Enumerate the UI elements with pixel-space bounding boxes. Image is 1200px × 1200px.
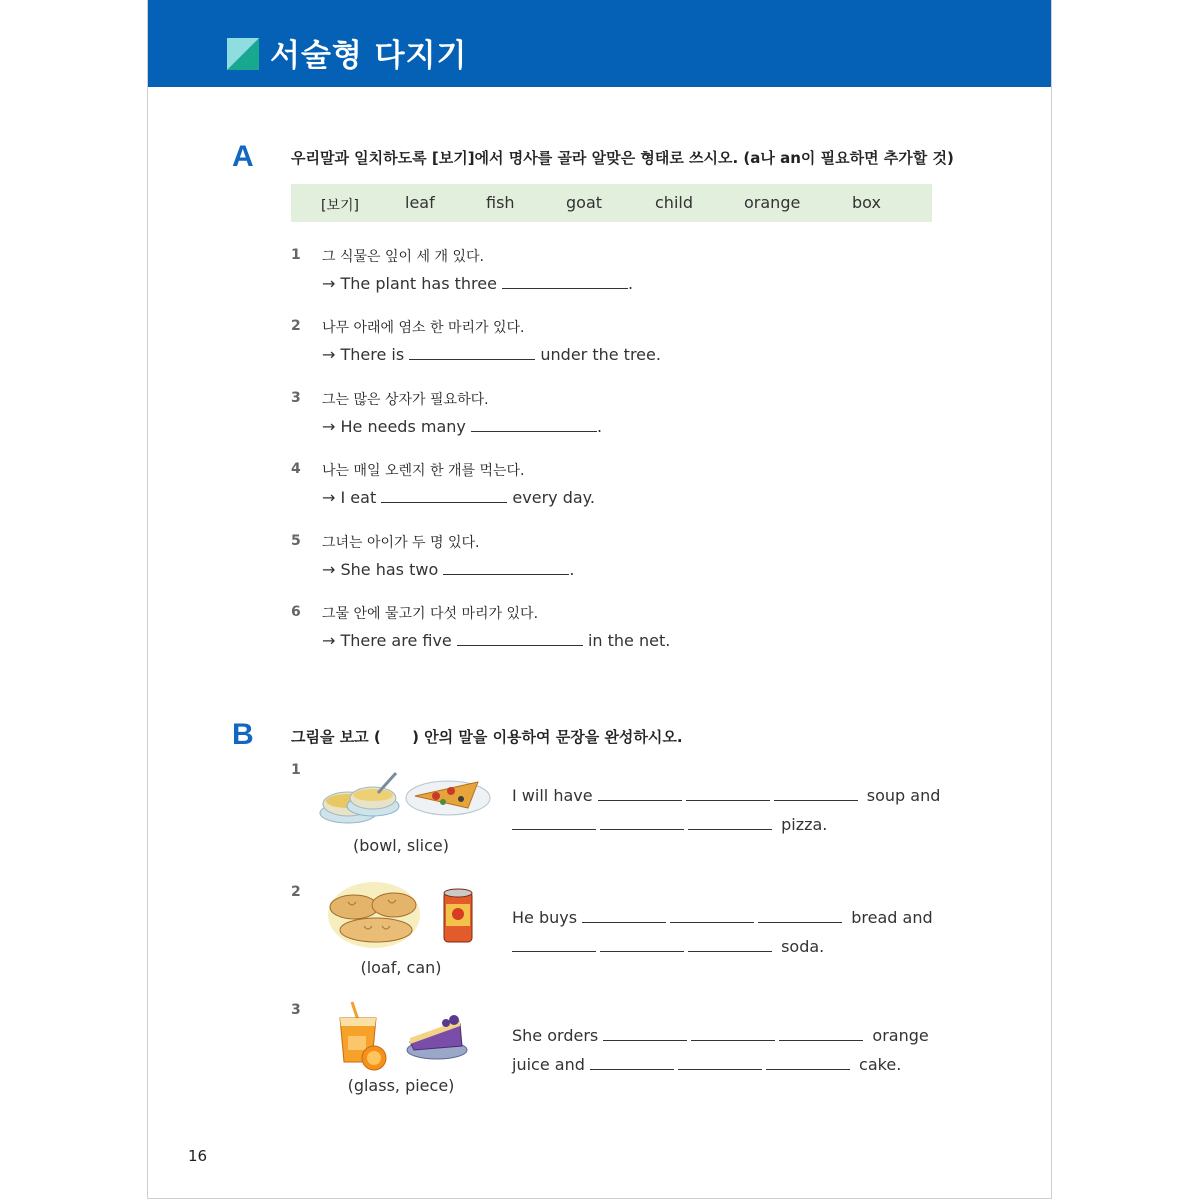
- item-sentence-line-1: She orders orange: [512, 1026, 929, 1045]
- question-number: 4: [291, 461, 301, 477]
- question-korean: 나무 아래에 염소 한 마리가 있다.: [322, 320, 525, 336]
- bread-loaves-and-soda-can-image: [326, 880, 481, 950]
- item-cue: (bowl, slice): [353, 836, 449, 855]
- item-number: 1: [291, 762, 301, 778]
- word-box-label: [보기]: [321, 198, 359, 214]
- answer-blank[interactable]: [457, 631, 583, 646]
- question-english: → The plant has three .: [322, 274, 634, 293]
- answer-blank[interactable]: [381, 488, 507, 503]
- answer-blank[interactable]: [691, 1026, 775, 1041]
- section-a-letter: A: [232, 140, 254, 173]
- question-number: 3: [291, 390, 301, 406]
- orange-juice-and-cake-image: [330, 1000, 470, 1072]
- answer-blank[interactable]: [678, 1055, 762, 1070]
- item-sentence-line-2: pizza.: [512, 815, 827, 834]
- item-sentence-line-1: He buys bread and: [512, 908, 933, 927]
- soup-bowls-and-pizza-image: [318, 768, 493, 830]
- section-b-instruction: 그림을 보고 ( ) 안의 말을 이용하여 문장을 완성하시오.: [291, 728, 683, 746]
- item-sentence-line-2: juice and cake.: [512, 1055, 902, 1074]
- item-number: 3: [291, 1002, 301, 1018]
- answer-blank[interactable]: [600, 815, 684, 830]
- item-sentence-line-2: soda.: [512, 937, 824, 956]
- answer-blank[interactable]: [686, 786, 770, 801]
- section-a-instruction: 우리말과 일치하도록 [보기]에서 명사를 골라 알맞은 형태로 쓰시오. (a나 an이 필요하면 추가할 것): [291, 149, 954, 167]
- word-box-word: orange: [744, 193, 801, 212]
- question-number: 1: [291, 247, 301, 263]
- answer-blank[interactable]: [590, 1055, 674, 1070]
- question-number: 6: [291, 604, 301, 620]
- word-box-word: goat: [566, 193, 603, 212]
- question-number: 5: [291, 533, 301, 549]
- question-number: 2: [291, 318, 301, 334]
- word-box-word: leaf: [405, 193, 435, 212]
- question-english: → There are five in the net.: [322, 631, 671, 650]
- header-banner: [148, 0, 1051, 87]
- answer-blank[interactable]: [758, 908, 842, 923]
- answer-blank[interactable]: [582, 908, 666, 923]
- word-box-word: child: [655, 193, 693, 212]
- page-title: 서술형 다지기: [270, 38, 468, 74]
- item-sentence-line-1: I will have soup and: [512, 786, 941, 805]
- section-b-letter: B: [232, 718, 254, 751]
- title-mark-icon: [227, 38, 259, 70]
- item-cue: (glass, piece): [347, 1076, 455, 1095]
- answer-blank[interactable]: [471, 417, 597, 432]
- worksheet-page: [147, 0, 1052, 1199]
- question-korean: 그물 안에 물고기 다섯 마리가 있다.: [322, 606, 539, 622]
- answer-blank[interactable]: [688, 815, 772, 830]
- item-cue: (loaf, can): [360, 958, 442, 977]
- answer-blank[interactable]: [502, 274, 628, 289]
- question-korean: 그는 많은 상자가 필요하다.: [322, 392, 489, 408]
- question-english: → He needs many .: [322, 417, 603, 436]
- answer-blank[interactable]: [512, 937, 596, 952]
- page-number: 16: [188, 1147, 208, 1165]
- answer-blank[interactable]: [766, 1055, 850, 1070]
- word-box-word: box: [852, 193, 881, 212]
- answer-blank[interactable]: [688, 937, 772, 952]
- answer-blank[interactable]: [409, 345, 535, 360]
- question-english: → There is under the tree.: [322, 345, 661, 364]
- answer-blank[interactable]: [600, 937, 684, 952]
- answer-blank[interactable]: [443, 560, 569, 575]
- word-box: [291, 184, 932, 222]
- question-english: → I eat every day.: [322, 488, 595, 507]
- answer-blank[interactable]: [512, 815, 596, 830]
- word-box-word: fish: [486, 193, 515, 212]
- question-korean: 그 식물은 잎이 세 개 있다.: [322, 249, 484, 265]
- question-english: → She has two .: [322, 560, 575, 579]
- answer-blank[interactable]: [603, 1026, 687, 1041]
- question-korean: 나는 매일 오렌지 한 개를 먹는다.: [322, 463, 525, 479]
- question-korean: 그녀는 아이가 두 명 있다.: [322, 535, 480, 551]
- answer-blank[interactable]: [670, 908, 754, 923]
- answer-blank[interactable]: [598, 786, 682, 801]
- item-number: 2: [291, 884, 301, 900]
- answer-blank[interactable]: [779, 1026, 863, 1041]
- answer-blank[interactable]: [774, 786, 858, 801]
